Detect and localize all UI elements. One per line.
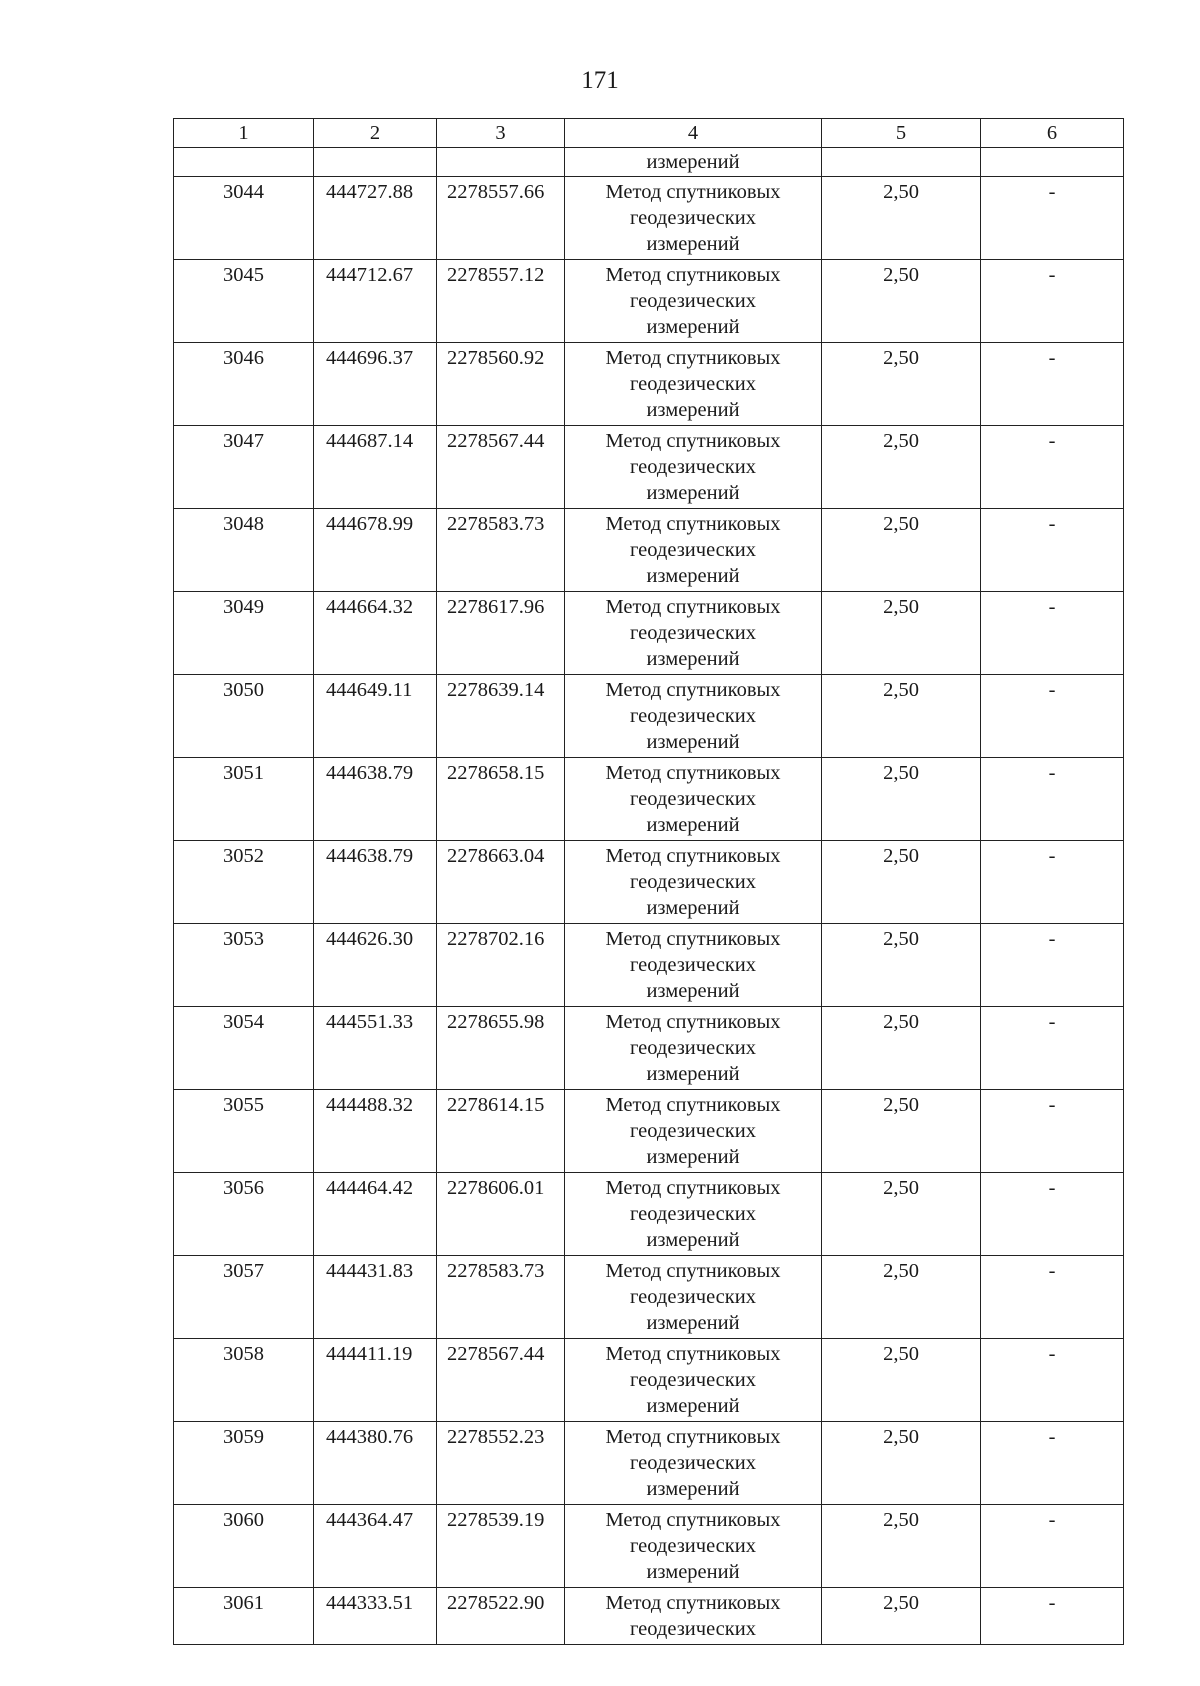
method-line: измерений <box>646 648 740 670</box>
method-line: Метод спутниковых <box>605 1260 781 1282</box>
method-line: геодезических <box>630 705 756 727</box>
cell-description: - <box>981 924 1124 1007</box>
cell-accuracy: 2,50 <box>822 509 981 592</box>
cell-point-number: 3053 <box>174 924 314 1007</box>
cell-y: 2278560.92 <box>437 343 565 426</box>
cell-accuracy: 2,50 <box>822 177 981 260</box>
cell-accuracy: 2,50 <box>822 758 981 841</box>
cell-description <box>981 148 1124 177</box>
continuation-row <box>174 148 1124 177</box>
cell-accuracy: 2,50 <box>822 343 981 426</box>
method-line: Метод спутниковых <box>605 181 781 203</box>
cell-method: измерений <box>565 148 822 177</box>
cell-description: - <box>981 1588 1124 1645</box>
cell-description: - <box>981 1422 1124 1505</box>
method-line: геодезических <box>630 622 756 644</box>
table-row <box>174 592 1124 675</box>
cell-method <box>565 1173 822 1256</box>
method-line: измерений <box>646 482 740 504</box>
method-line: измерений <box>646 897 740 919</box>
table-row <box>174 1173 1124 1256</box>
cell-x: 444626.30 <box>314 924 437 1007</box>
method-line: измерений <box>646 1561 740 1583</box>
method-line: Метод спутниковых <box>605 1592 781 1614</box>
cell-accuracy: 2,50 <box>822 1007 981 1090</box>
method-line: геодезических <box>630 373 756 395</box>
method-line: Метод спутниковых <box>605 1011 781 1033</box>
method-line: измерений <box>646 1146 740 1168</box>
method-line: Метод спутниковых <box>605 1509 781 1531</box>
cell-method <box>565 924 822 1007</box>
cell-description: - <box>981 1173 1124 1256</box>
cell-x: 444431.83 <box>314 1256 437 1339</box>
method-line: измерений <box>646 233 740 255</box>
method-line: геодезических <box>630 1369 756 1391</box>
cell-y: 2278539.19 <box>437 1505 565 1588</box>
cell-method <box>565 1505 822 1588</box>
table-row <box>174 758 1124 841</box>
cell-x: 444664.32 <box>314 592 437 675</box>
cell-x: 444696.37 <box>314 343 437 426</box>
cell-point-number: 3054 <box>174 1007 314 1090</box>
method-line: измерений <box>646 1063 740 1085</box>
method-line: геодезических <box>630 456 756 478</box>
cell-y: 2278552.23 <box>437 1422 565 1505</box>
cell-accuracy: 2,50 <box>822 1422 981 1505</box>
cell-x: 444687.14 <box>314 426 437 509</box>
cell-accuracy: 2,50 <box>822 260 981 343</box>
cell-y: 2278702.16 <box>437 924 565 1007</box>
table-row <box>174 924 1124 1007</box>
cell-y: 2278557.66 <box>437 177 565 260</box>
cell-y: 2278567.44 <box>437 426 565 509</box>
cell-description: - <box>981 1256 1124 1339</box>
cell-x: 444727.88 <box>314 177 437 260</box>
page-number: 171 <box>581 67 619 94</box>
method-line: геодезических <box>630 290 756 312</box>
table-row <box>174 841 1124 924</box>
method-line: измерений <box>646 731 740 753</box>
cell-method <box>565 343 822 426</box>
cell-x: 444551.33 <box>314 1007 437 1090</box>
cell-y: 2278658.15 <box>437 758 565 841</box>
cell-method <box>565 426 822 509</box>
cell-accuracy: 2,50 <box>822 841 981 924</box>
cell-accuracy: 2,50 <box>822 1505 981 1588</box>
cell-point-number <box>174 148 314 177</box>
method-line: Метод спутниковых <box>605 928 781 950</box>
cell-description: - <box>981 758 1124 841</box>
cell-description: - <box>981 1339 1124 1422</box>
cell-accuracy: 2,50 <box>822 1173 981 1256</box>
cell-x: 444712.67 <box>314 260 437 343</box>
method-line: Метод спутниковых <box>605 1094 781 1116</box>
cell-y: 2278655.98 <box>437 1007 565 1090</box>
table-row <box>174 675 1124 758</box>
cell-y: 2278583.73 <box>437 1256 565 1339</box>
cell-point-number: 3057 <box>174 1256 314 1339</box>
cell-point-number: 3058 <box>174 1339 314 1422</box>
method-line: геодезических <box>630 539 756 561</box>
cell-description: - <box>981 509 1124 592</box>
cell-point-number: 3061 <box>174 1588 314 1645</box>
cell-accuracy: 2,50 <box>822 1256 981 1339</box>
table-row <box>174 1007 1124 1090</box>
method-line: Метод спутниковых <box>605 596 781 618</box>
cell-y <box>437 148 565 177</box>
cell-y: 2278614.15 <box>437 1090 565 1173</box>
cell-point-number: 3047 <box>174 426 314 509</box>
method-line: геодезических <box>630 1120 756 1142</box>
cell-method <box>565 758 822 841</box>
cell-point-number: 3048 <box>174 509 314 592</box>
cell-method <box>565 841 822 924</box>
cell-x: 444649.11 <box>314 675 437 758</box>
cell-accuracy: 2,50 <box>822 1588 981 1645</box>
method-line: Метод спутниковых <box>605 1426 781 1448</box>
cell-description: - <box>981 592 1124 675</box>
cell-accuracy: 2,50 <box>822 924 981 1007</box>
table-row <box>174 1256 1124 1339</box>
method-line: измерений <box>646 565 740 587</box>
method-line: геодезических <box>630 871 756 893</box>
table-row <box>174 260 1124 343</box>
table-row <box>174 1090 1124 1173</box>
method-line: геодезических <box>630 788 756 810</box>
method-line: измерений <box>646 1229 740 1251</box>
method-line: Метод спутниковых <box>605 1343 781 1365</box>
cell-accuracy: 2,50 <box>822 592 981 675</box>
cell-y: 2278567.44 <box>437 1339 565 1422</box>
method-line: геодезических <box>630 954 756 976</box>
cell-description: - <box>981 1505 1124 1588</box>
table-row <box>174 177 1124 260</box>
cell-y: 2278583.73 <box>437 509 565 592</box>
cell-method <box>565 1090 822 1173</box>
cell-description: - <box>981 675 1124 758</box>
cell-accuracy <box>822 148 981 177</box>
table-row <box>174 343 1124 426</box>
cell-y: 2278639.14 <box>437 675 565 758</box>
column-header-5: 5 <box>822 119 981 148</box>
cell-y: 2278663.04 <box>437 841 565 924</box>
cell-description: - <box>981 1007 1124 1090</box>
method-line: Метод спутниковых <box>605 845 781 867</box>
cell-method <box>565 675 822 758</box>
method-line: измерений <box>646 980 740 1002</box>
column-header-3: 3 <box>437 119 565 148</box>
cell-x: 444638.79 <box>314 841 437 924</box>
cell-point-number: 3055 <box>174 1090 314 1173</box>
cell-y: 2278606.01 <box>437 1173 565 1256</box>
cell-y: 2278557.12 <box>437 260 565 343</box>
cell-x: 444488.32 <box>314 1090 437 1173</box>
cell-method <box>565 1339 822 1422</box>
cell-x: 444638.79 <box>314 758 437 841</box>
cell-x: 444333.51 <box>314 1588 437 1645</box>
method-line: геодезических <box>630 1203 756 1225</box>
method-line: измерений <box>646 1395 740 1417</box>
cell-point-number: 3049 <box>174 592 314 675</box>
cell-y: 2278522.90 <box>437 1588 565 1645</box>
column-header-1: 1 <box>174 119 314 148</box>
method-line: Метод спутниковых <box>605 264 781 286</box>
cell-description: - <box>981 177 1124 260</box>
cell-point-number: 3050 <box>174 675 314 758</box>
cell-description: - <box>981 841 1124 924</box>
cell-method <box>565 177 822 260</box>
cell-accuracy: 2,50 <box>822 675 981 758</box>
method-line: измерений <box>646 316 740 338</box>
cell-point-number: 3045 <box>174 260 314 343</box>
cell-method <box>565 1007 822 1090</box>
cell-x: 444464.42 <box>314 1173 437 1256</box>
method-line: геодезических <box>630 1286 756 1308</box>
cell-point-number: 3056 <box>174 1173 314 1256</box>
table-row <box>174 1588 1124 1645</box>
method-line: Метод спутниковых <box>605 513 781 535</box>
cell-accuracy: 2,50 <box>822 1090 981 1173</box>
method-line: Метод спутниковых <box>605 347 781 369</box>
cell-description: - <box>981 426 1124 509</box>
cell-x <box>314 148 437 177</box>
cell-method <box>565 509 822 592</box>
method-line: измерений <box>646 1312 740 1334</box>
header-row <box>174 119 1124 148</box>
cell-method <box>565 1256 822 1339</box>
cell-description: - <box>981 343 1124 426</box>
column-header-6: 6 <box>981 119 1124 148</box>
table-row <box>174 1505 1124 1588</box>
method-line: измерений <box>646 1478 740 1500</box>
cell-point-number: 3044 <box>174 177 314 260</box>
cell-accuracy: 2,50 <box>822 426 981 509</box>
method-line: измерений <box>646 399 740 421</box>
method-line: геодезических <box>630 1452 756 1474</box>
method-line: геодезических <box>630 207 756 229</box>
coordinates-table <box>173 118 1124 1645</box>
method-line: геодезических <box>630 1037 756 1059</box>
cell-x: 444678.99 <box>314 509 437 592</box>
cell-point-number: 3051 <box>174 758 314 841</box>
column-header-4: 4 <box>565 119 822 148</box>
method-line: измерений <box>646 814 740 836</box>
method-line: Метод спутниковых <box>605 1177 781 1199</box>
cell-point-number: 3060 <box>174 1505 314 1588</box>
cell-point-number: 3059 <box>174 1422 314 1505</box>
cell-x: 444411.19 <box>314 1339 437 1422</box>
cell-x: 444380.76 <box>314 1422 437 1505</box>
method-line: Метод спутниковых <box>605 762 781 784</box>
cell-method <box>565 592 822 675</box>
method-line: геодезических <box>630 1535 756 1557</box>
cell-description: - <box>981 260 1124 343</box>
table-row <box>174 1339 1124 1422</box>
table-row <box>174 1422 1124 1505</box>
cell-method <box>565 260 822 343</box>
cell-description: - <box>981 1090 1124 1173</box>
cell-point-number: 3046 <box>174 343 314 426</box>
cell-method <box>565 1422 822 1505</box>
method-line: геодезических <box>630 1618 756 1640</box>
table-row <box>174 426 1124 509</box>
cell-accuracy: 2,50 <box>822 1339 981 1422</box>
cell-x: 444364.47 <box>314 1505 437 1588</box>
cell-y: 2278617.96 <box>437 592 565 675</box>
cell-method <box>565 1588 822 1645</box>
method-line: Метод спутниковых <box>605 430 781 452</box>
column-header-2: 2 <box>314 119 437 148</box>
table-row <box>174 509 1124 592</box>
method-line: Метод спутниковых <box>605 679 781 701</box>
cell-point-number: 3052 <box>174 841 314 924</box>
